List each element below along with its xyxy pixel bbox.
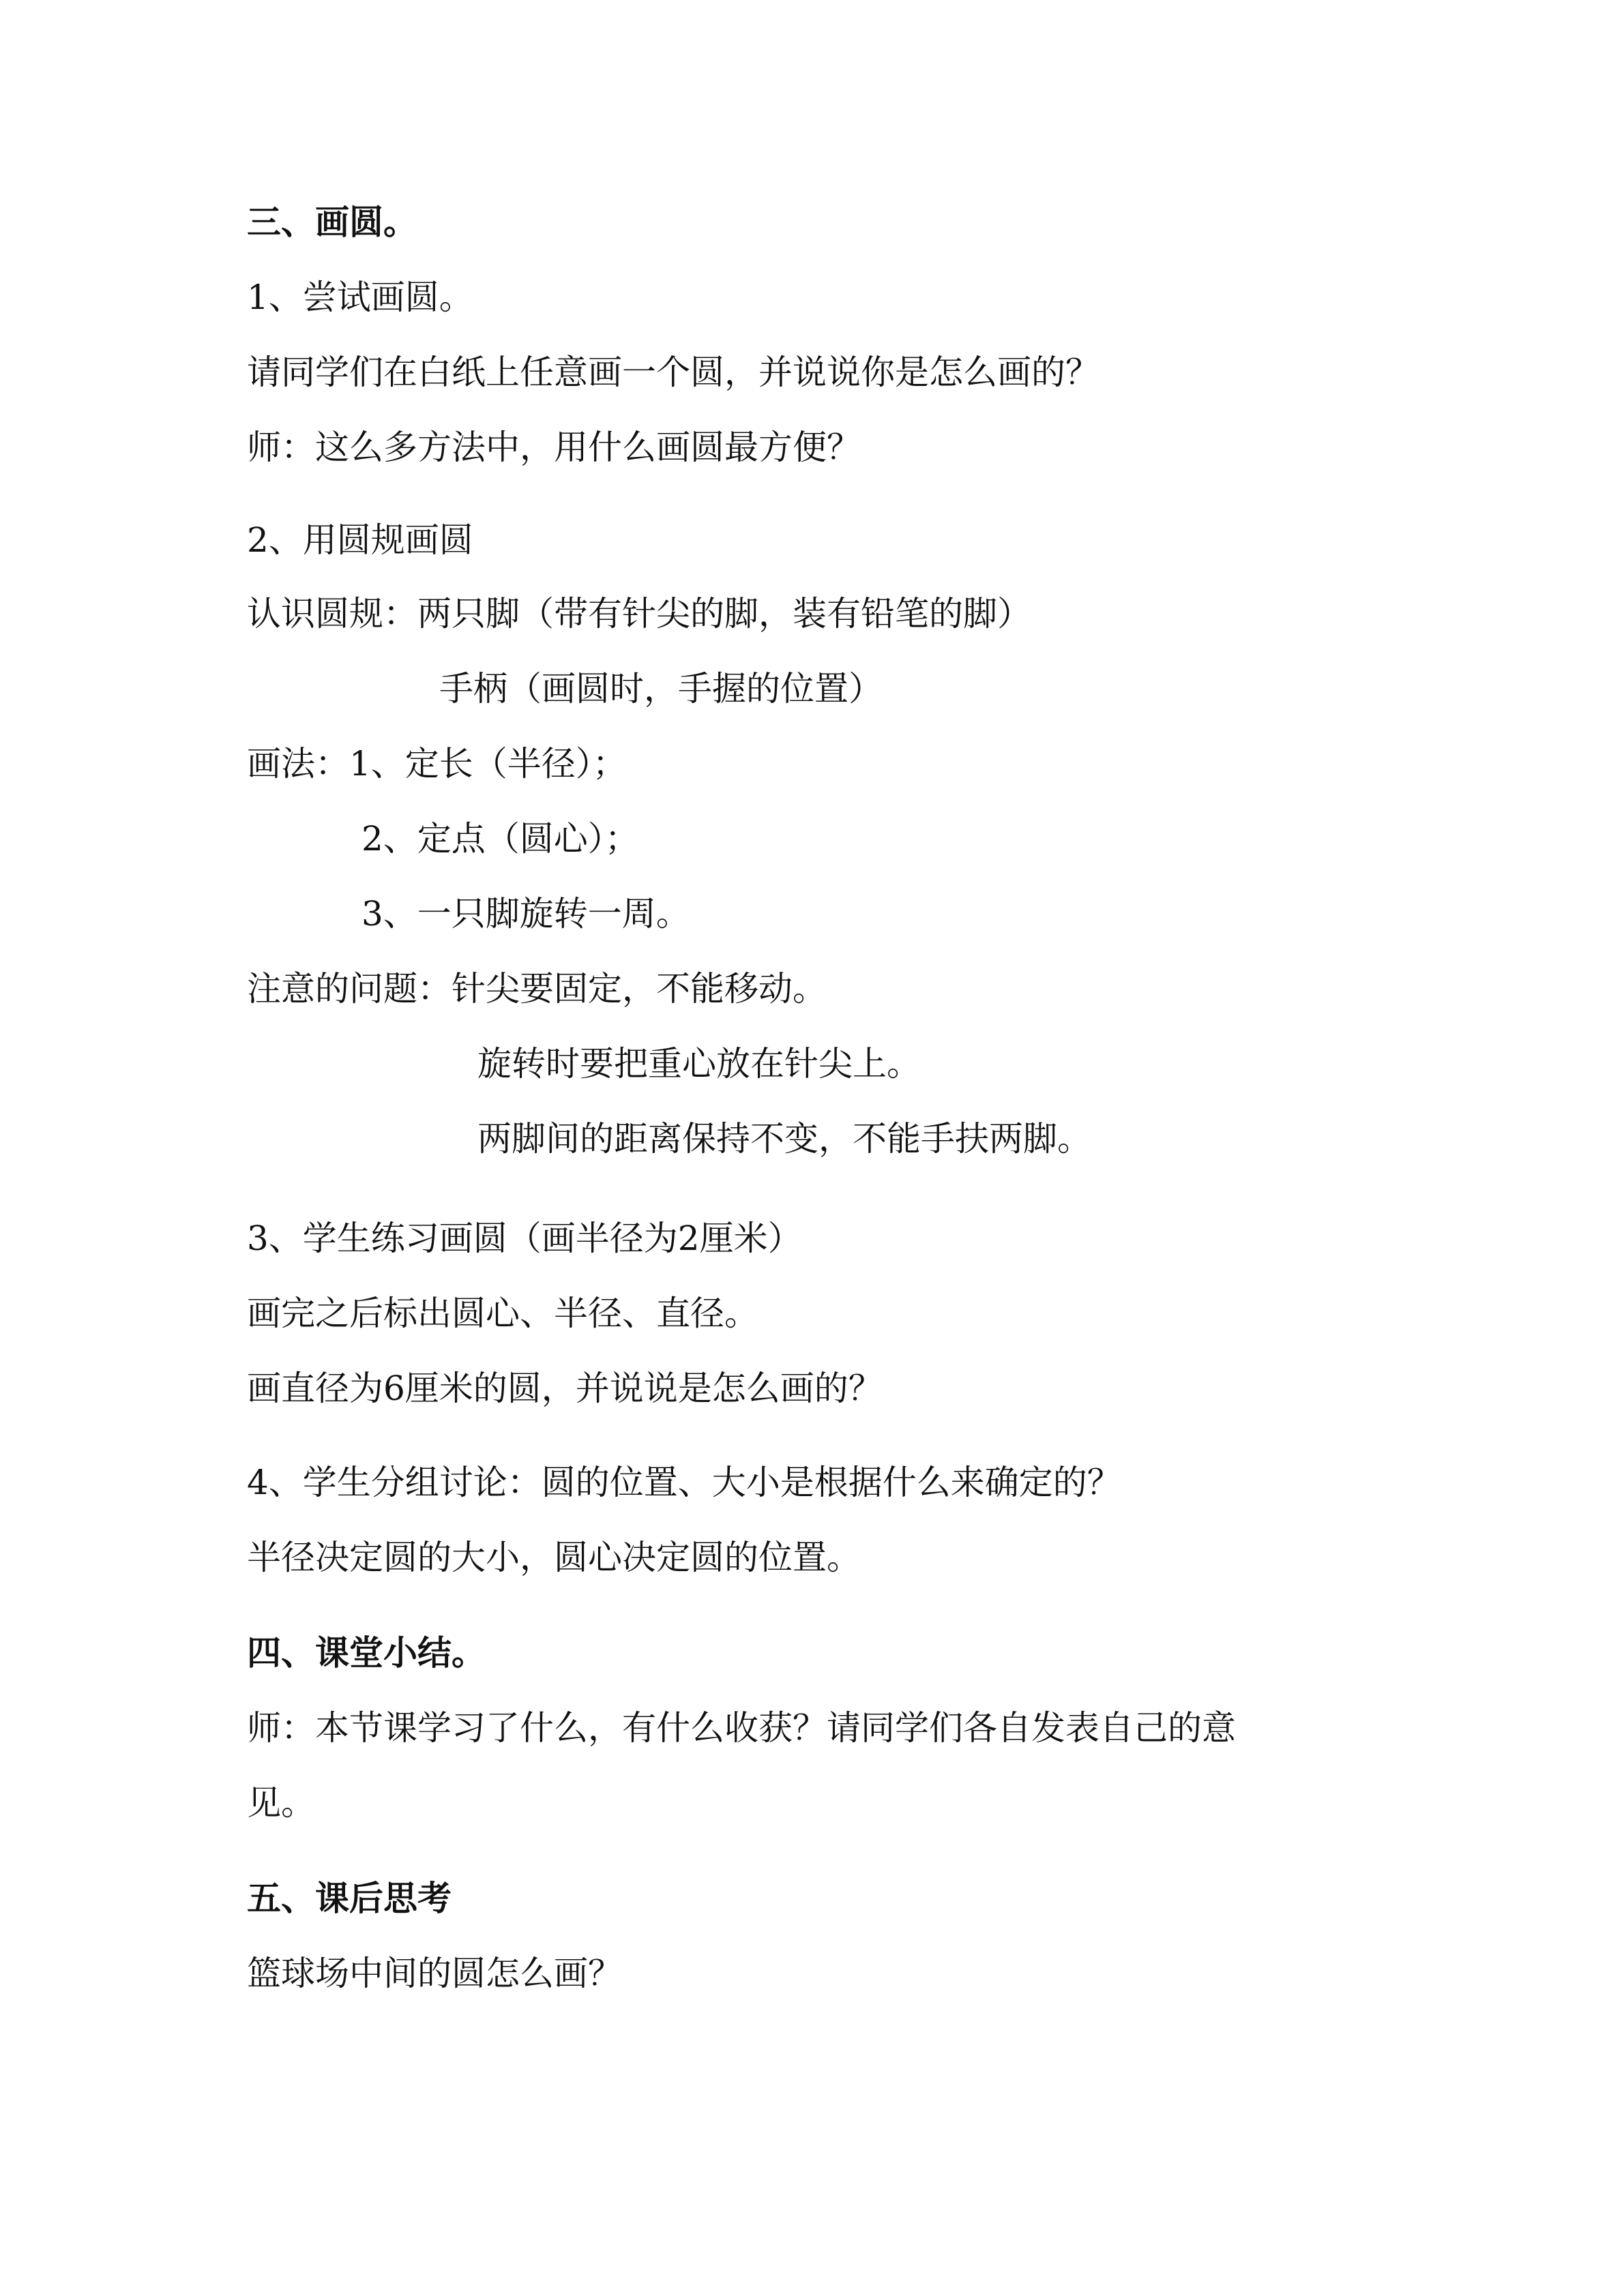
item-1-line-1: 请同学们在白纸上任意画一个圆，并说说你是怎么画的？ [247,353,1099,392]
section-3-heading: 三、画圆。 [247,203,417,242]
item-3-line-1: 画完之后标出圆心、半径、直径。 [247,1294,758,1333]
compass-handle: 手柄（画圆时，手握的位置） [439,669,883,709]
section-5-line-1: 篮球场中间的圆怎么画？ [247,1954,622,1993]
method-step-2: 2、定点（圆心）； [361,819,639,859]
section-4-heading: 四、课堂小结。 [247,1633,486,1673]
item-2-title: 2、用圆规画圆 [247,520,473,560]
item-1-line-2: 师：这么多方法中，用什么画圆最方便？ [247,428,861,467]
notes-intro: 注意的问题：针尖要固定，不能移动。 [247,969,827,1009]
compass-intro: 认识圆规：两只脚（带有针尖的脚，装有铅笔的脚） [247,594,1031,633]
item-4-line-1: 半径决定圆的大小，圆心决定圆的位置。 [247,1538,861,1577]
section-4-line-2: 见。 [247,1783,315,1823]
method-step-3: 3、一只脚旋转一周。 [361,894,690,934]
item-3-line-2: 画直径为6厘米的圆，并说说是怎么画的？ [247,1369,883,1408]
section-4-line-1: 师：本节课学习了什么，有什么收获？请同学们各自发表自己的意 [247,1708,1236,1748]
method-intro: 画法：1、定长（半径）； [247,744,627,784]
item-1-title: 1、尝试画圆。 [247,278,473,317]
note-2: 旋转时要把重心放在针尖上。 [477,1044,921,1084]
note-3: 两脚间的距离保持不变，不能手扶两脚。 [477,1119,1091,1159]
item-4-title: 4、学生分组讨论：圆的位置、大小是根据什么来确定的？ [247,1463,1121,1502]
section-5-heading: 五、课后思考 [247,1879,452,1918]
item-3-title: 3、学生练习画圆（画半径为2厘米） [247,1219,802,1258]
